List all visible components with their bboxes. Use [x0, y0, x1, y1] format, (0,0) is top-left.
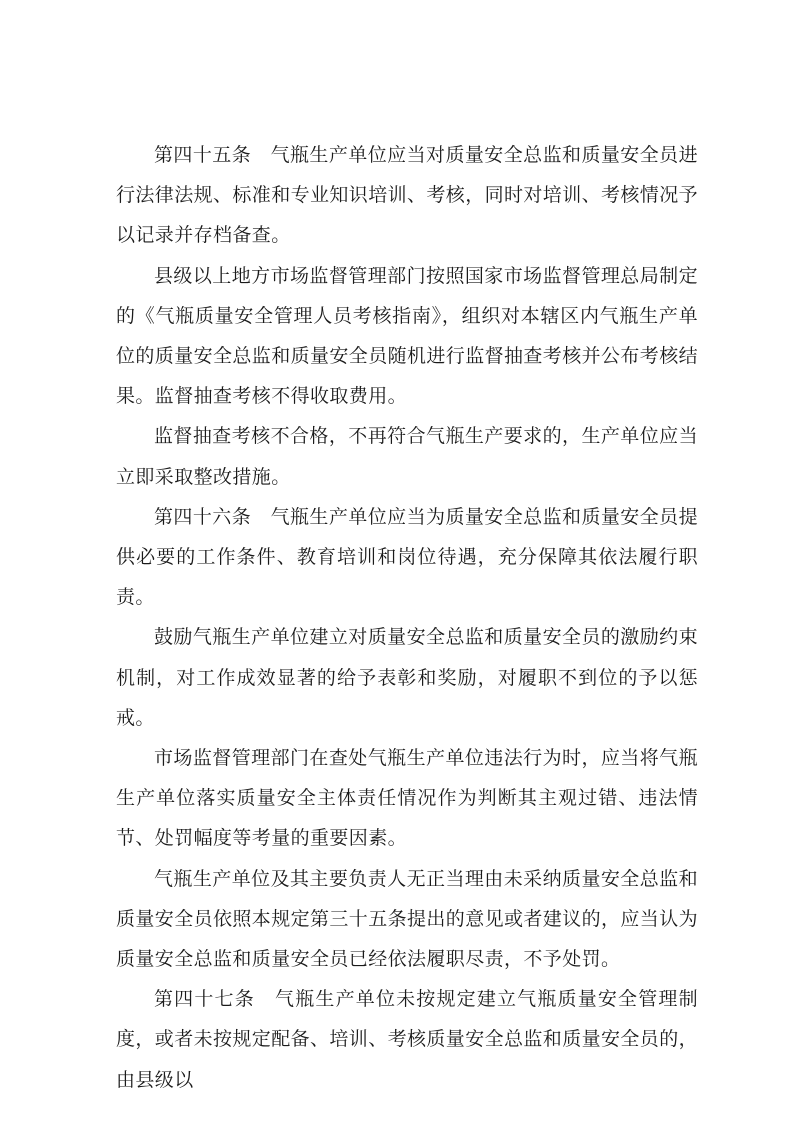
paragraph-enforcement-factors: 市场监督管理部门在查处气瓶生产单位违法行为时，应当将气瓶生产单位落实质量安全主体责任情况作为判断其主观过错、违法情节、处罚幅度等考量的重要因素。 — [116, 747, 698, 850]
paragraph-exemption: 气瓶生产单位及其主要负责人无正当理由未采纳质量安全总监和质量安全员依照本规定第三十五条提出的意见或者建议的，应当认为质量安全总监和质量安全员已经依法履职尽责，不予处罚。 — [116, 867, 699, 971]
paragraph-assessment-failure: 监督抽查考核不合格，不再符合气瓶生产要求的，生产单位应当立即采取整改措施。 — [116, 425, 698, 488]
document-body — [116, 135, 698, 1100]
paragraph-assessment-guide: 县级以上地方市场监督管理部门按照国家市场监督管理总局制定的《气瓶质量安全管理人员考核指南》，组织对本辖区内气瓶生产单位的质量安全总监和质量安全员随机进行监督抽查考核并公布考核结果。监督抽查考核不得收取费用。 — [116, 264, 699, 408]
paragraph-article-47: 第四十七条 气瓶生产单位未按规定建立气瓶质量安全管理制度，或者未按规定配备、培训、考核质量安全总监和质量安全员的，由县级以 — [116, 988, 699, 1091]
paragraph-incentive-mechanism: 鼓励气瓶生产单位建立对质量安全总监和质量安全员的激励约束机制，对工作成效显著的给予表彰和奖励，对履职不到位的予以惩戒。 — [116, 626, 698, 729]
paragraph-article-46: 第四十六条 气瓶生产单位应当为质量安全总监和质量安全员提供必要的工作条件、教育培训和岗位待遇，充分保障其依法履行职责。 — [116, 505, 698, 609]
paragraph-article-45: 第四十五条 气瓶生产单位应当对质量安全总监和质量安全员进行法律法规、标准和专业知识培训、考核，同时对培训、考核情况予以记录并存档备查。 — [116, 144, 699, 247]
